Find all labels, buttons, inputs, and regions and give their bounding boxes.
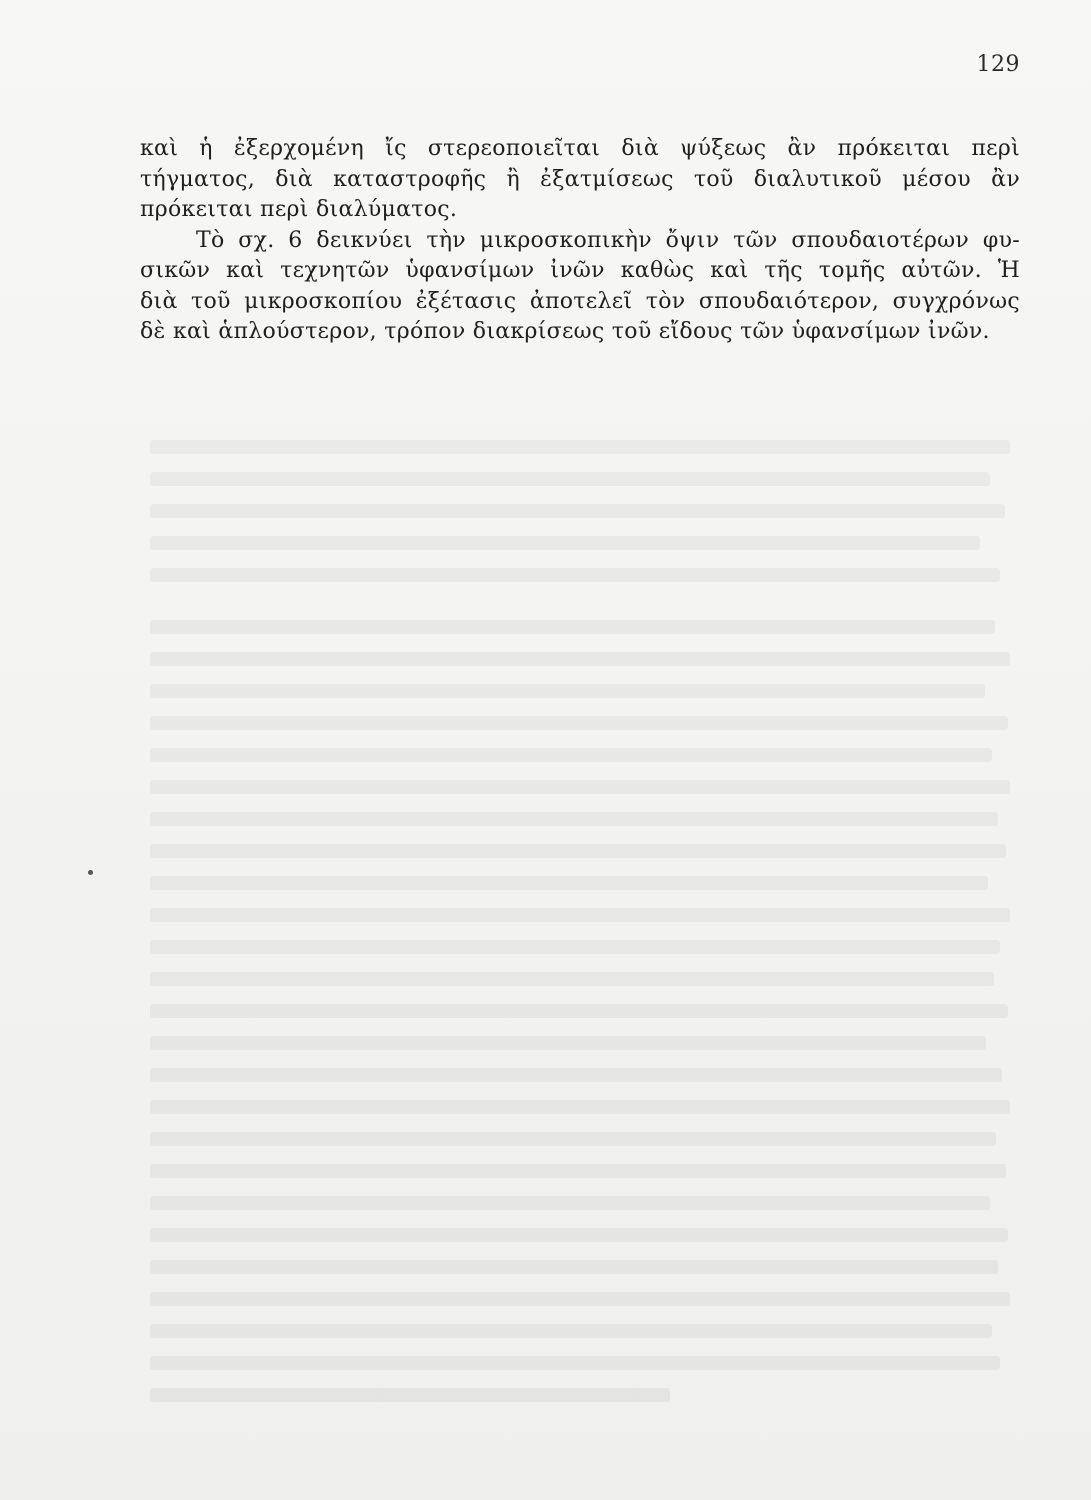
bleed-through-line [150,1196,990,1210]
bleed-through-line [150,972,994,986]
bleed-through-line [150,1292,1010,1306]
page-number: 129 [976,52,1020,77]
bleed-through-line [150,504,1005,518]
text-line: σικῶν καὶ τεχνητῶν ὑφανσίμων ἰνῶν καθὼς καὶ τῆς τομῆς αὐτῶν. Ἡ [140,258,1020,283]
bleed-through-line [150,908,1010,922]
body-text [140,134,1020,348]
bleed-through-line [150,1004,1008,1018]
ink-speck [88,870,93,875]
bleed-through-line [150,940,1000,954]
bleed-through-line [150,620,995,634]
bleed-through-line [150,1164,1006,1178]
bleed-through-line [150,1068,1002,1082]
bleed-through-line [150,748,992,762]
bleed-through-line [150,812,998,826]
text-line: καὶ ἡ ἐξερχομένη ἴς στερεοποιεῖται διὰ ψύξεως ἂν πρόκειται περὶ [140,136,1020,161]
bleed-through-line [150,536,980,550]
bleed-through-line [150,1228,1008,1242]
bleed-through-line [150,1324,992,1338]
bleed-through-line [150,1132,996,1146]
bleed-through-line [150,1260,998,1274]
text-line: δὲ καὶ ἁπλούστερον, τρόπον διακρίσεως τοῦ εἴδους τῶν ὑφανσίμων ἰνῶν. [140,319,990,344]
bleed-through-line [150,1100,1010,1114]
text-line: διὰ τοῦ μικροσκοπίου ἐξέτασις ἀποτελεῖ τὸν σπουδαιότερον, συγχρόνως [140,288,1020,314]
text-line: τήγματος, διὰ καταστροφῆς ἢ ἐξατμίσεως τοῦ διαλυτικοῦ μέσου ἂν [140,166,1020,192]
bleed-through-line [150,568,1000,582]
bleed-through-line [150,652,1010,666]
bleed-through-line [150,1356,1000,1370]
text-line: Τὸ σχ. 6 δεικνύει τὴν μικροσκοπικὴν ὄψιν τῶν σπουδαιοτέρων φυ- [196,227,1020,253]
bleed-through-line [150,716,1008,730]
bleed-through-line [150,440,1010,454]
bleed-through-line [150,684,985,698]
bleed-through-line [150,1036,986,1050]
bleed-through-line [150,780,1010,794]
bleed-through-line [150,472,990,486]
text-line: πρόκειται περὶ διαλύματος. [140,197,458,222]
bleed-through-line [150,876,988,890]
bleed-through-line [150,844,1006,858]
bleed-through-line [150,1388,670,1402]
